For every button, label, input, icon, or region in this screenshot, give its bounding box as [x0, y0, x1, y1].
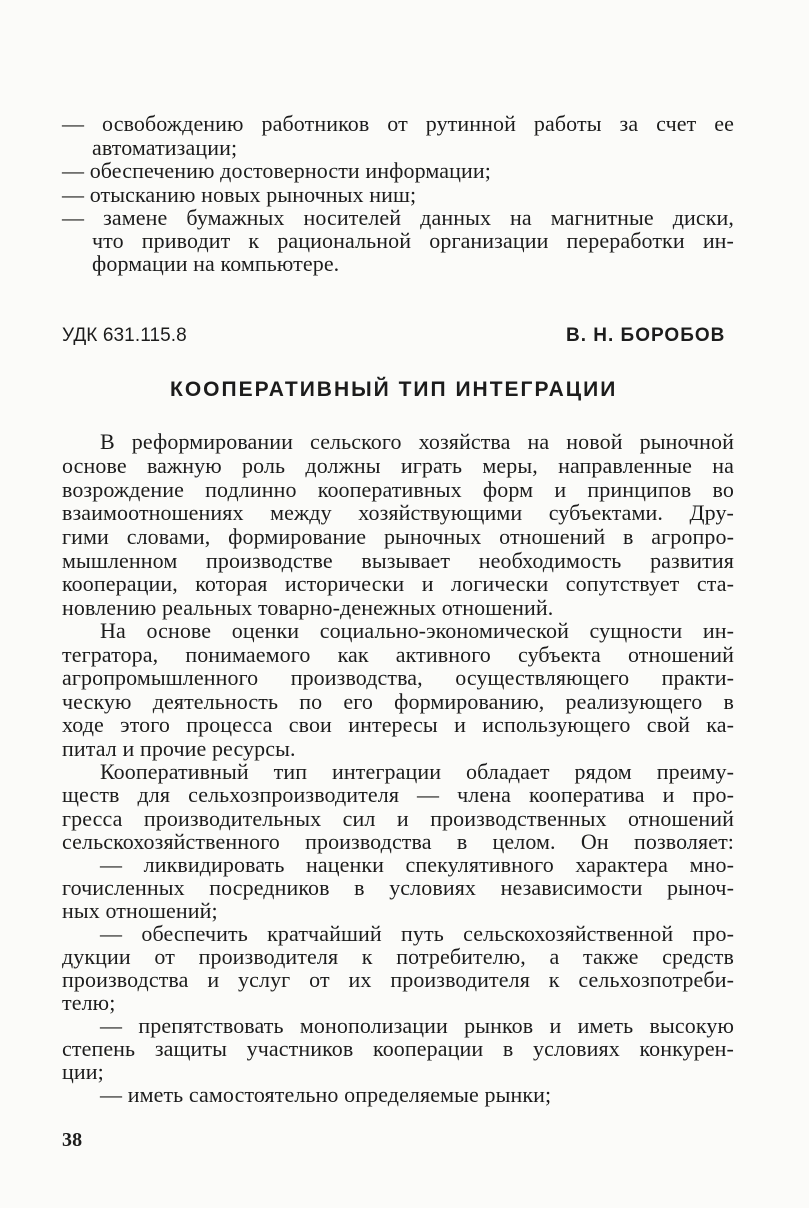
body-line-25: телю;: [62, 990, 116, 1015]
body-line-5: гими словами, формирование рыночных отношений в агропро-: [62, 524, 734, 549]
article-title: КООПЕРАТИВНЫЙ ТИП ИНТЕГРАЦИИ: [170, 378, 618, 401]
page-number: 38: [62, 1129, 83, 1151]
body-line-19: — ликвидировать наценки спекулятивного характера мно-: [100, 852, 734, 877]
body-line-16: ществ для сельхозпроизводителя — члена кооператива и про-: [62, 782, 734, 807]
body-line-7: кооперации, которая исторически и логически сопутствует ста-: [62, 571, 734, 596]
top-list-line-4: — отысканию новых рыночных ниш;: [62, 182, 417, 207]
body-line-26: — препятствовать монополизации рынков и иметь высокую: [100, 1013, 734, 1038]
top-list-line-6: что приводит к рациональной организации переработки ин-: [92, 228, 734, 253]
body-line-22: — обеспечить кратчайший путь сельскохозяйственной про-: [100, 921, 734, 946]
body-line-3: возрождение подлинно кооперативных форм и принципов во: [62, 477, 734, 502]
body-line-20: гочисленных посредников в условиях независимости рыноч-: [62, 875, 734, 900]
body-line-4: взаимоотношениях между хозяйствующими субъектами. Дру-: [62, 500, 734, 525]
body-line-15: Кооперативный тип интеграции обладает рядом преиму-: [100, 759, 734, 784]
top-list-line-2: автоматизации;: [92, 135, 238, 160]
body-line-6: мышленном производстве вызывает необходимость развития: [62, 548, 734, 573]
top-list-line-3: — обеспечению достоверности информации;: [62, 158, 491, 183]
body-line-28: ции;: [62, 1059, 104, 1084]
body-line-14: питал и прочие ресурсы.: [62, 736, 296, 761]
top-list-line-5: — замене бумажных носителей данных на магнитные диски,: [62, 205, 734, 230]
body-line-13: ходе этого процесса свои интересы и использующего свой ка-: [62, 712, 734, 737]
top-list-line-7: формации на компьютере.: [92, 251, 340, 276]
body-line-9: На основе оценки социально-экономической сущности ин-: [100, 618, 734, 643]
body-line-29: — иметь самостоятельно определяемые рынки;: [100, 1082, 552, 1107]
body-line-18: сельскохозяйственного производства в целом. Он позволяет:: [62, 829, 734, 854]
body-line-8: новлению реальных товарно-денежных отношений.: [62, 595, 554, 620]
body-line-12: ческую деятельность по его формированию, реализующего в: [62, 689, 734, 714]
body-line-24: производства и услуг от их производителя к сельхозпотреби-: [62, 967, 734, 992]
body-line-11: агропромышленного производства, осуществляющего практи-: [62, 665, 734, 690]
top-list-line-1: — освобождению работников от рутинной работы за счет ее: [62, 111, 734, 136]
udk-code: УДК 631.115.8: [62, 325, 187, 346]
body-line-1: В реформировании сельского хозяйства на новой рыночной: [100, 429, 734, 454]
body-line-23: дукции от производителя к потребителю, а также средств: [62, 944, 734, 969]
body-line-10: тегратора, понимаемого как активного субъекта отношений: [62, 642, 734, 667]
author-name: В. Н. БОРОБОВ: [566, 325, 726, 346]
body-line-27: степень защиты участников кооперации в условиях конкурен-: [62, 1036, 734, 1061]
body-line-2: основе важную роль должны играть меры, направленные на: [62, 453, 734, 478]
body-line-21: ных отношений;: [62, 898, 218, 923]
body-line-17: гресса производительных сил и производственных отношений: [62, 806, 734, 831]
